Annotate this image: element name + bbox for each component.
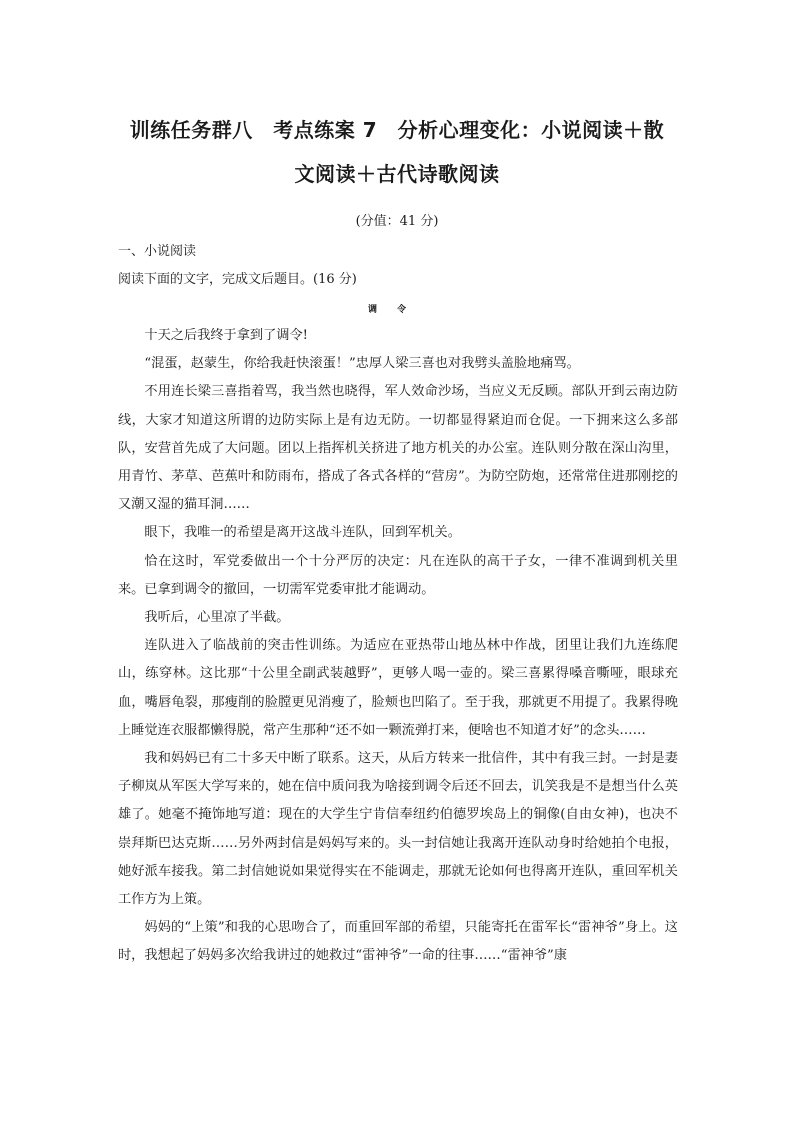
paragraph: 连队进入了临战前的突击性训练。为适应在亚热带山地丛林中作战，团里让我们九连练爬山，练穿林。这比那“十公里全副武装越野”，更够人喝一壶的。梁三喜累得嗓音嘶哑，眼球充血，嘴唇龟裂，那瘦削的脸膛更见消瘦了，脸颊也凹陷了。至于我，那就更不用提了。我累得晚上睡觉连衣服都懒得脱，常产生那种“还不如一颗流弹打来，便啥也不知道才好”的念头……: [118, 638, 678, 738]
paragraph: “混蛋，赵蒙生，你给我赶快滚蛋！”忠厚人梁三喜也对我劈头盖脸地痛骂。: [144, 356, 580, 372]
reading-instruction: 阅读下面的文字，完成文后题目。(16 分): [118, 272, 357, 287]
paragraph: 我和妈妈已有二十多天中断了联系。这天，从后方转来一批信件，其中有我三封。一封是妻子柳岚从军医大学写来的，她在信中质问我为啥接到调令后还不回去，讥笑我是不是想当什么英雄了。她毫不掩饰地写道：现在的大学生宁肯信奉纽约伯德罗埃岛上的铜像(自由女神)，也决不崇拜斯巴达克斯……另外两封信是妈妈写来的。头一封信她让我离开连队动身时给她拍个电报，她好派车接我。第二封信她说如果觉得实在不能调走，那就无论如何也得离开连队，重回军机关工作方为上策。: [118, 751, 678, 908]
paragraph: 妈妈的“上策”和我的心思吻合了，而重回军部的希望，只能寄托在雷军长“雷神爷”身上。这时，我想起了妈妈多次给我讲过的她救过“雷神爷”一命的往事……“雷神爷”康: [118, 920, 678, 964]
story-body: [118, 322, 678, 971]
section-heading: 一、小说阅读: [118, 244, 197, 259]
paragraph: 眼下，我唯一的希望是离开这战斗连队，回到军机关。: [144, 525, 461, 541]
paragraph: 恰在这时，军党委做出一个十分严厉的决定：凡在连队的高干子女，一律不准调到机关里来。已拿到调令的撤回，一切需军党委审批才能调动。: [118, 553, 678, 597]
paragraph: 十天之后我终于拿到了调令!: [144, 328, 308, 343]
story-title: 调令: [367, 305, 426, 315]
score-note: (分值：41 分): [355, 214, 439, 229]
paragraph: 不用连长梁三喜指着骂，我当然也晓得，军人效命沙场，当应义无反顾。部队开到云南边防线，大家才知道这所谓的边防实际上是有边无防。一切都显得紧迫而仓促。一下拥来这么多部队，安营首先成了大问题。团以上指挥机关挤进了地方机关的办公室。连队则分散在深山沟里，用青竹、茅草、芭蕉叶和防雨布，搭成了各式各样的“营房”。为防空防炮，还常常住进那刚挖的又潮又湿的猫耳洞……: [118, 384, 678, 513]
title-line-1: 训练任务群八 考点练案 7 分析心理变化：小说阅读＋散: [129, 118, 665, 142]
page-title: [100, 108, 694, 196]
paragraph: 我听后，心里凉了半截。: [144, 610, 290, 626]
title-line-2: 文阅读＋古代诗歌阅读: [294, 162, 500, 186]
